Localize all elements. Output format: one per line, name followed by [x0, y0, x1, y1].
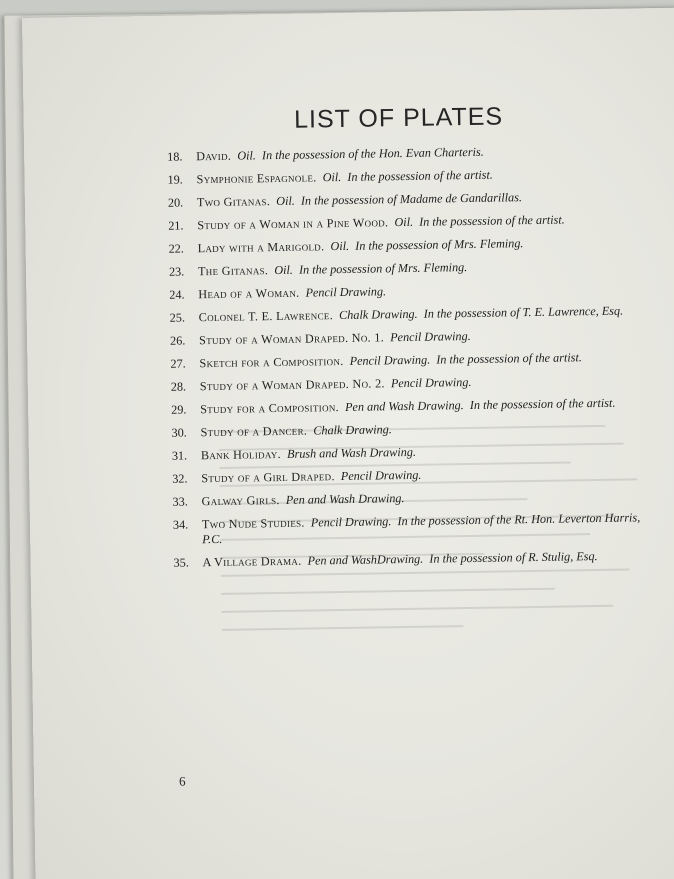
plate-number: 27. [170, 356, 186, 371]
plate-medium: Pencil Drawing. [390, 328, 471, 345]
plate-entry [173, 510, 643, 547]
plate-title: Head of a Woman. [198, 285, 300, 302]
plate-medium: Brush and Wash Drawing. [286, 444, 417, 461]
plate-ownership-note: In the possession of Mrs. Fleming. [355, 236, 524, 253]
plate-description [197, 211, 638, 233]
plate-medium: Pencil Drawing. [310, 514, 392, 530]
plates-list [167, 142, 644, 578]
plate-number: 24. [169, 287, 185, 302]
plate-ownership-note: In the possession of Mrs. Fleming. [298, 260, 468, 277]
plate-description [201, 464, 642, 486]
plate-number: 22. [168, 241, 184, 256]
plate-number: 32. [172, 471, 188, 486]
plate-number: 25. [169, 310, 186, 325]
plate-medium: Oil. [274, 262, 294, 278]
plate-medium: Pen and Wash Drawing. [285, 491, 405, 507]
plate-entry [169, 280, 639, 302]
plate-medium: Pen and Wash Drawing. [344, 398, 464, 414]
plate-description [198, 280, 639, 302]
plate-title: Bank Holiday. [200, 446, 282, 463]
plate-medium: Pencil Drawing. [340, 467, 422, 484]
plate-title: Study of a Woman Draped. No. 2. [199, 376, 385, 394]
plate-title: Study of a Woman Draped. No. 1. [198, 330, 385, 348]
plate-medium: Pencil Drawing. [349, 352, 431, 368]
plate-description [199, 349, 640, 371]
plate-title: Sketch for a Composition. [199, 353, 344, 371]
plate-title: Two Gitanas. [196, 194, 271, 210]
plate-medium: Oil. [322, 170, 342, 185]
plate-entry [172, 441, 642, 463]
plate-number: 29. [171, 402, 187, 417]
page-number: 6 [178, 773, 186, 789]
plate-medium: Chalk Drawing. [313, 422, 392, 438]
plate-number: 33. [172, 494, 188, 509]
plate-description [199, 326, 640, 348]
plate-ownership-note: In the possession of the artist. [347, 167, 494, 184]
plate-ownership-note: In the possession of the artist. [419, 212, 565, 229]
plate-entry [170, 349, 640, 371]
plate-number: 28. [170, 379, 187, 394]
page-title: LIST OF PLATES [293, 102, 504, 134]
plate-title: Study for a Composition. [200, 400, 340, 417]
plate-medium: Oil. [237, 148, 256, 163]
plate-number: 26. [169, 333, 186, 348]
plate-ownership-note: In the possession of R. Stulig, Esq. [429, 549, 598, 566]
plate-entry [170, 326, 640, 348]
plate-medium: Oil. [276, 193, 295, 209]
book-page [22, 7, 674, 879]
plate-number: 35. [173, 555, 189, 570]
plate-medium: Pencil Drawing. [390, 374, 472, 391]
plate-entry [167, 165, 637, 187]
plate-entry [173, 548, 643, 570]
plate-title: Two Nude Studies. [201, 515, 305, 532]
plate-description [200, 395, 641, 417]
plate-title: A Village Drama. [202, 553, 302, 570]
plate-number: 23. [168, 264, 185, 279]
plate-description [197, 188, 638, 210]
plate-ownership-note: In the possession of T. E. Lawrence, Esq. [423, 303, 624, 321]
plate-description [202, 487, 643, 509]
plate-description [202, 548, 643, 570]
plate-title: Symphonie Espagnole. [196, 170, 317, 187]
plate-entry [170, 303, 640, 325]
plate-entry [168, 211, 638, 233]
plate-medium: Oil. [330, 238, 350, 254]
plate-description [200, 418, 641, 440]
plate-title: Study of a Dancer. [200, 423, 308, 440]
plate-description [202, 510, 643, 547]
plate-ownership-note: In the possession of Madame de Gandarillas. [300, 190, 523, 208]
plate-description [199, 303, 640, 325]
plate-description [196, 165, 637, 187]
plate-entry [171, 372, 641, 394]
plate-entry [168, 188, 638, 210]
plate-title: David. [196, 148, 232, 164]
plate-entry [171, 395, 641, 417]
plate-medium: Oil. [394, 214, 414, 230]
plate-entry [167, 142, 637, 164]
plate-title: Study of a Woman in a Pine Wood. [197, 215, 389, 233]
plate-description [198, 257, 639, 279]
plate-description [198, 234, 639, 256]
plate-entry [169, 234, 639, 256]
plate-medium: Chalk Drawing. [338, 306, 418, 323]
plate-title: The Gitanas. [197, 263, 269, 279]
plate-number: 34. [172, 517, 189, 532]
plate-description [201, 441, 642, 463]
plate-ownership-note: In the possession of the artist. [469, 395, 616, 413]
plate-entry [172, 464, 642, 486]
plate-entry [169, 257, 639, 279]
plate-title: Galway Girls. [201, 493, 280, 509]
plate-ownership-note: In the possession of the Hon. Evan Charteris. [261, 144, 484, 163]
plate-description [200, 372, 641, 394]
plate-title: Study of a Girl Draped. [201, 469, 335, 486]
plate-number: 30. [171, 425, 187, 440]
plate-entry [171, 418, 641, 440]
plate-ownership-note: In the possession of the Rt. Hon. Leverton Harris, P.C. [202, 510, 641, 547]
plate-title: Colonel T. E. Lawrence. [198, 308, 334, 325]
plate-title: Lady with a Marigold. [197, 239, 325, 256]
plate-description [196, 142, 637, 164]
plate-number: 18. [167, 149, 183, 164]
plate-number: 31. [171, 448, 188, 463]
plate-medium: Pencil Drawing. [305, 284, 387, 300]
plate-medium: Pen and WashDrawing. [307, 551, 424, 568]
plate-number: 20. [167, 195, 184, 210]
plate-entry [173, 487, 643, 509]
plate-number: 21. [168, 218, 184, 233]
plate-ownership-note: In the possession of the artist. [436, 350, 582, 367]
plate-number: 19. [167, 172, 183, 187]
